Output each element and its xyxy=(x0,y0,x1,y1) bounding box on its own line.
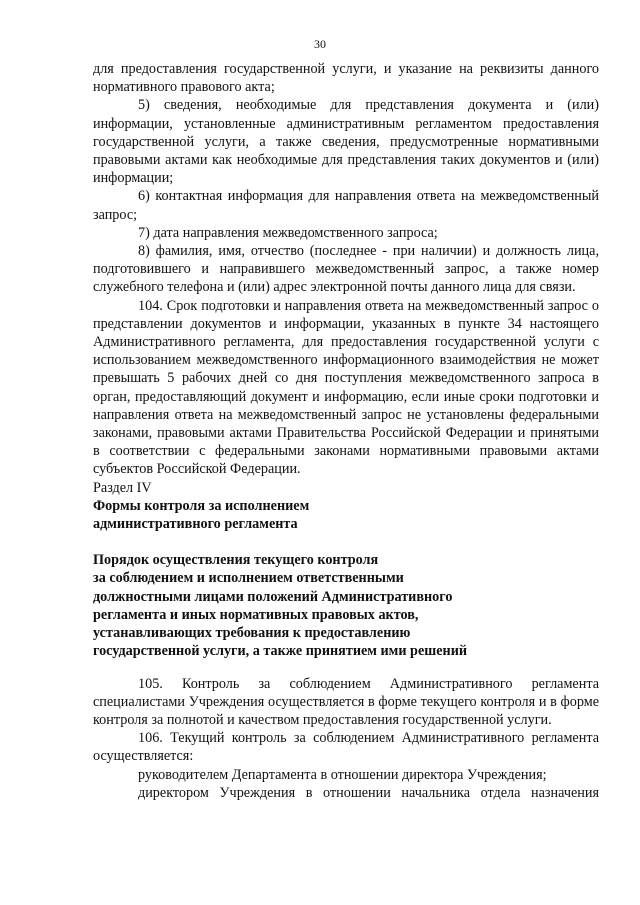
subsection-heading-line: должностными лицами положений Административного xyxy=(93,588,453,605)
paragraph: 106. Текущий контроль за соблюдением Административного регламента осуществляется: xyxy=(93,730,599,765)
paragraph: 105. Контроль за соблюдением Административного регламента специалистами Учреждения осуществляется в форме текущего контроля и в форме контроля за полнотой и качеством предоставления государственной услуги. xyxy=(93,675,599,728)
document-body xyxy=(93,60,599,802)
paragraph: руководителем Департамента в отношении директора Учреждения; xyxy=(138,766,547,783)
section-label: Раздел IV xyxy=(93,479,152,496)
paragraph: 7) дата направления межведомственного запроса; xyxy=(138,224,438,241)
paragraph: директором Учреждения в отношении начальника отдела назначения xyxy=(138,784,599,801)
subsection-heading xyxy=(93,551,599,660)
subsection-heading-line: государственной услуги, а также принятием ими решений xyxy=(93,643,468,660)
paragraph: для предоставления государственной услуги, и указание на реквизиты данного нормативного правового акта; xyxy=(93,61,599,96)
paragraph: 8) фамилия, имя, отчество (последнее - при наличии) и должность лица, подготовившего и направившего межведомственный запрос, а также номер служебного телефона и (или) адрес электронной почты данного лица для связи. xyxy=(93,243,599,296)
subsection-heading-line: Порядок осуществления текущего контроля xyxy=(93,552,379,569)
paragraph: 6) контактная информация для направления ответа на межведомственный запрос; xyxy=(93,188,599,223)
section-title: административного регламента xyxy=(93,516,298,533)
section-title: Формы контроля за исполнением xyxy=(93,497,310,514)
paragraph: 104. Срок подготовки и направления ответа на межведомственный запрос о представлении документов и информации, указанных в пункте 34 настоящего Административного регламента, для предоставления государственной услуги с использованием межведомственного информационного взаимодействия не может превышать 5 рабочих дней со дня поступления межведомственного запроса в орган, предоставляющий документ и информацию, если иные сроки подготовки и направления ответа на межведомственный запрос не установлены федеральными законами, правовыми актами Правительства Российской Федерации и принятыми в соответствии с федеральными законами нормативными правовыми актами субъектов Российской Федерации. xyxy=(93,297,599,478)
subsection-heading-line: за соблюдением и исполнением ответственными xyxy=(93,570,404,587)
page-number: 30 xyxy=(314,37,326,51)
subsection-heading-line: устанавливающих требования к предоставлению xyxy=(93,625,411,642)
paragraph: 5) сведения, необходимые для представления документа и (или) информации, установленные административным регламентом предоставления государственной услуги, а также сведения, предусмотренные нормативными правовыми актами как необходимые для представления таких документов и (или) информации; xyxy=(93,97,599,187)
subsection-heading-line: регламента и иных нормативных правовых актов, xyxy=(93,606,419,623)
bottom-paragraphs xyxy=(93,675,599,802)
